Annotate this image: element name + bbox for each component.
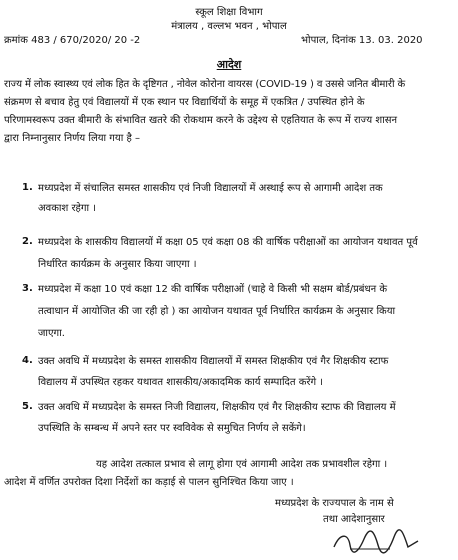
- list-item-line: अवकाश रहेगा ।: [38, 203, 97, 214]
- list-item-line: निर्धारित कार्यक्रम के अनुसार किया जाएगा ।: [38, 259, 197, 270]
- intro-line: द्वारा निम्नानुसार निर्णय लिया गया है –: [4, 133, 140, 144]
- handwritten-signature: [330, 527, 422, 557]
- list-item-line: उक्त अवधि में मध्यप्रदेश के समस्त निजी विद्यालय, शिक्षकीय एवं गैर शिक्षकीय स्टाफ की विद्यालय में: [38, 402, 396, 413]
- closing-line: आदेश में वर्णित उपरोक्त दिशा निर्देशों का कड़ाई से पालन सुनिश्चित किया जाए ।: [4, 477, 294, 488]
- list-item-line: मध्यप्रदेश में कक्षा 10 एवं कक्षा 12 की वार्षिक परीक्षाओं (चाहे वे किसी भी सक्षम बोर्ड/प्रबंधन के: [38, 284, 388, 295]
- list-item-line: उक्त अवधि में मध्यप्रदेश के समस्त शासकीय विद्यालयों में समस्त शिक्षकीय एवं गैर शिक्षकीय स्टाफ: [38, 356, 389, 367]
- list-item-line: मध्यप्रदेश के शासकीय विद्यालयों में कक्षा 05 एवं कक्षा 08 की वार्षिक परीक्षाओं का आयोजन यथावत पूर्व: [38, 237, 418, 248]
- order-number: क्रमांक 483 / 670/2020/ 20 -2: [4, 35, 141, 46]
- list-item-number: 5.: [22, 401, 33, 412]
- list-item-line: उपस्थिति के सम्बन्ध में अपने स्तर पर स्वविवेक से समुचित निर्णय ले सकेंगे।: [38, 423, 306, 434]
- list-item-number: 4.: [22, 355, 33, 366]
- list-item-line: मध्यप्रदेश में संचालित समस्त शासकीय एवं निजी विद्यालयों में अस्थाई रूप से आगामी आदेश तक: [38, 183, 383, 194]
- signature-line: मध्यप्रदेश के राज्यपाल के नाम से: [275, 498, 394, 509]
- list-item-number: 2.: [22, 236, 33, 247]
- closing-line: यह आदेश तत्काल प्रभाव से लागू होगा एवं आगामी आदेश तक प्रभावशील रहेगा ।: [96, 459, 388, 470]
- intro-line: राज्य में लोक स्वास्थ्य एवं लोक हित के दृष्टिगत , नोवेल कोरोना वायरस (COVID-19 ) व उससे जनित बीमारी के: [4, 79, 406, 90]
- list-item-line: तत्वाधान में आयोजित की जा रही हो ) का आयोजन यथावत पूर्व निर्धारित कार्यक्रम के अनुसार किया: [38, 306, 396, 317]
- list-item-number: 3.: [22, 283, 33, 294]
- list-item-number: 1.: [22, 182, 33, 193]
- signature-line: तथा आदेशानुसार: [323, 514, 385, 525]
- intro-line: परिणामस्वरूप उक्त बीमारी के संभावित खतरे की रोकथाम करने के उद्देश्य से एहतियात के रूप में राज्य शासन: [4, 115, 398, 126]
- list-item-line: जाएगा.: [38, 328, 65, 339]
- order-title: आदेश: [216, 58, 242, 71]
- list-item-line: विद्यालय में उपस्थित रहकर यथावत शासकीय/अकादमिक कार्य सम्पादित करेंगे ।: [38, 377, 324, 388]
- department-name: स्कूल शिक्षा विभाग: [195, 7, 263, 18]
- department-address: मंत्रालय , वल्लभ भवन , भोपाल: [171, 21, 287, 32]
- place-date: भोपाल, दिनांक 13. 03. 2020: [301, 35, 423, 46]
- intro-line: संक्रमण से बचाव हेतु एवं विद्यालयों में एक स्थान पर विद्यार्थियों के समूह में एकत्रित / उपस्थित होने के: [4, 97, 365, 108]
